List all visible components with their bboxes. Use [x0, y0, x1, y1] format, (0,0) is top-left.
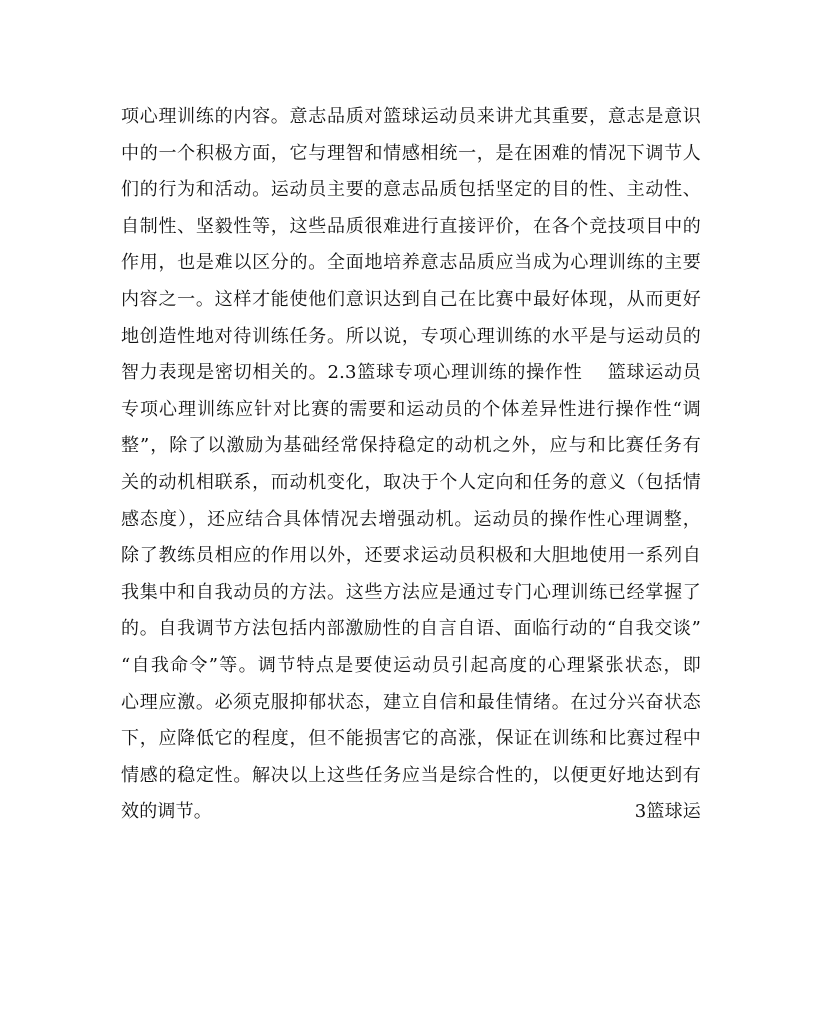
text-line-final [121, 794, 701, 831]
text-line: 地创造性地对待训练任务。所以说，专项心理训练的水平是与运动员的 [121, 325, 701, 347]
text-line: 智力表现是密切相关的。2.3篮球专项心理训练的操作性 篮球运动员 [121, 362, 701, 384]
text-line: 心理应激。必须克服抑郁状态，建立自信和最佳情绪。在过分兴奋状态 [121, 691, 701, 713]
text-line: 自制性、坚毅性等，这些品质很难进行直接评价，在各个竞技项目中的 [121, 215, 701, 237]
body-text [121, 99, 701, 831]
text-line: 除了教练员相应的作用以外，还要求运动员积极和大胆地使用一系列自 [121, 545, 701, 567]
text-line: 关的动机相联系，而动机变化，取决于个人定向和任务的意义（包括情 [121, 471, 701, 493]
text-line: 情感的稳定性。解决以上这些任务应当是综合性的，以便更好地达到有 [121, 764, 701, 786]
text-line: 内容之一。这样才能使他们意识达到自己在比赛中最好体现，从而更好 [121, 288, 701, 310]
text-line: 的。自我调节方法包括内部激励性的自言自语、面临行动的“自我交谈” [121, 618, 701, 640]
text-line: 专项心理训练应针对比赛的需要和运动员的个体差异性进行操作性“调 [121, 398, 701, 420]
section-heading-fragment: 3篮球运 [634, 801, 701, 823]
text-line: “自我命令”等。调节特点是要使运动员引起高度的心理紧张状态，即 [121, 654, 701, 676]
text-line: 我集中和自我动员的方法。这些方法应是通过专门心理训练已经掌握了 [121, 581, 701, 603]
text-line: 项心理训练的内容。意志品质对篮球运动员来讲尤其重要，意志是意识 [121, 106, 701, 127]
text-line: 整”，除了以激励为基础经常保持稳定的动机之外，应与和比赛任务有 [121, 435, 701, 457]
text-line: 们的行为和活动。运动员主要的意志品质包括坚定的目的性、主动性、 [121, 179, 701, 201]
paragraph-end-text: 效的调节。 [121, 801, 212, 823]
text-line: 感态度），还应结合具体情况去增强动机。运动员的操作性心理调整， [121, 508, 701, 530]
text-line: 作用，也是难以区分的。全面地培养意志品质应当成为心理训练的主要 [121, 252, 701, 274]
text-line: 中的一个积极方面，它与理智和情感相统一，是在困难的情况下调节人 [121, 142, 701, 164]
text-line: 下，应降低它的程度，但不能损害它的高涨，保证在训练和比赛过程中 [121, 728, 701, 750]
